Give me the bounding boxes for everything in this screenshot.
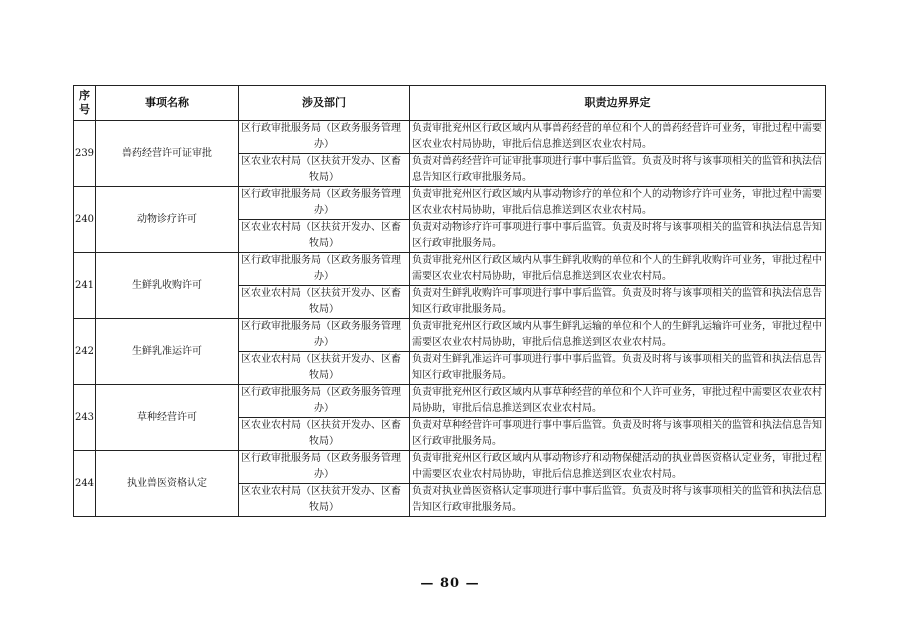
responsibility-cell: 负责对动物诊疗许可事项进行事中事后监管。负责及时将与该事项相关的监管和执法信息告知区行政审批服务局。: [410, 220, 826, 253]
item-name: 草种经营许可: [96, 385, 239, 451]
department-line: 牧局）: [309, 502, 339, 513]
row-number: 244: [74, 451, 96, 517]
department-cell: [239, 418, 410, 451]
header-item-name: 事项名称: [96, 86, 239, 121]
department-line: 区农业农村局（区扶贫开发办、区畜: [241, 156, 401, 167]
department-line: 区行政审批服务局（区政务服务管理: [241, 255, 401, 266]
table-header-row: [74, 86, 826, 121]
department-cell: [239, 286, 410, 319]
department-line: 区行政审批服务局（区政务服务管理: [241, 123, 401, 134]
department-cell: [239, 385, 410, 418]
responsibility-cell: 负责对生鲜乳收购许可事项进行事中事后监管。负责及时将与该事项相关的监管和执法信息告知区行政审批服务局。: [410, 286, 826, 319]
header-seq-line1: 序: [79, 89, 90, 102]
department-cell: [239, 451, 410, 484]
table-row: [74, 319, 826, 352]
item-name: 兽药经营许可证审批: [96, 121, 239, 187]
department-cell: [239, 220, 410, 253]
department-line: 牧局）: [309, 238, 339, 249]
responsibility-cell: 负责对执业兽医资格认定事项进行事中事后监管。负责及时将与该事项相关的监管和执法信息告知区行政审批服务局。: [410, 484, 826, 517]
row-number: 240: [74, 187, 96, 253]
responsibility-cell: 负责对生鲜乳准运许可事项进行事中事后监管。负责及时将与该事项相关的监管和执法信息告知区行政审批服务局。: [410, 352, 826, 385]
department-line: 办）: [314, 271, 334, 282]
department-line: 区农业农村局（区扶贫开发办、区畜: [241, 222, 401, 233]
department-line: 区农业农村局（区扶贫开发办、区畜: [241, 288, 401, 299]
row-number: 239: [74, 121, 96, 187]
page-number: — 80 —: [420, 576, 480, 591]
department-line: 区农业农村局（区扶贫开发办、区畜: [241, 486, 401, 497]
department-line: 办）: [314, 403, 334, 414]
table-row: [74, 187, 826, 220]
responsibility-cell: 负责对草种经营许可事项进行事中事后监管。负责及时将与该事项相关的监管和执法信息告知区行政审批服务局。: [410, 418, 826, 451]
department-line: 区农业农村局（区扶贫开发办、区畜: [241, 420, 401, 431]
department-cell: [239, 187, 410, 220]
department-cell: [239, 253, 410, 286]
department-line: 区农业农村局（区扶贫开发办、区畜: [241, 354, 401, 365]
header-seq-line2: 号: [79, 103, 90, 116]
department-line: 牧局）: [309, 370, 339, 381]
item-name: 生鲜乳收购许可: [96, 253, 239, 319]
header-responsibility: 职责边界界定: [410, 86, 826, 121]
table-body: [74, 121, 826, 517]
header-department: 涉及部门: [239, 86, 410, 121]
department-line: 办）: [314, 139, 334, 150]
responsibility-cell: 负责审批兖州区行政区域内从事动物诊疗和动物保健活动的执业兽医资格认定业务，审批过程中需要区农业农村局协助，审批后信息推送到区农业农村局。: [410, 451, 826, 484]
item-name: 执业兽医资格认定: [96, 451, 239, 517]
department-line: 办）: [314, 205, 334, 216]
department-cell: [239, 121, 410, 154]
department-cell: [239, 319, 410, 352]
table-row: [74, 121, 826, 154]
department-line: 牧局）: [309, 304, 339, 315]
item-name: 动物诊疗许可: [96, 187, 239, 253]
responsibility-cell: 负责审批兖州区行政区域内从事草种经营的单位和个人许可业务，审批过程中需要区农业农村局协助，审批后信息推送到区农业农村局。: [410, 385, 826, 418]
department-line: 牧局）: [309, 172, 339, 183]
responsibility-cell: 负责审批兖州区行政区域内从事动物诊疗的单位和个人的动物诊疗许可业务，审批过程中需要区农业农村局协助，审批后信息推送到区农业农村局。: [410, 187, 826, 220]
department-line: 办）: [314, 469, 334, 480]
responsibility-cell: 负责审批兖州区行政区域内从事生鲜乳收购的单位和个人的生鲜乳收购许可业务，审批过程中需要区农业农村局协助，审批后信息推送到区农业农村局。: [410, 253, 826, 286]
department-line: 办）: [314, 337, 334, 348]
responsibility-cell: 负责对兽药经营许可证审批事项进行事中事后监管。负责及时将与该事项相关的监管和执法信息告知区行政审批服务局。: [410, 154, 826, 187]
row-number: 243: [74, 385, 96, 451]
department-line: 区行政审批服务局（区政务服务管理: [241, 321, 401, 332]
department-cell: [239, 352, 410, 385]
item-name: 生鲜乳准运许可: [96, 319, 239, 385]
department-cell: [239, 484, 410, 517]
department-line: 区行政审批服务局（区政务服务管理: [241, 387, 401, 398]
table-row: [74, 385, 826, 418]
department-line: 区行政审批服务局（区政务服务管理: [241, 189, 401, 200]
table-row: [74, 253, 826, 286]
department-line: 区行政审批服务局（区政务服务管理: [241, 453, 401, 464]
responsibility-cell: 负责审批兖州区行政区域内从事生鲜乳运输的单位和个人的生鲜乳运输许可业务，审批过程中需要区农业农村局协助，审批后信息推送到区农业农村局。: [410, 319, 826, 352]
responsibility-table: [73, 85, 826, 517]
department-line: 牧局）: [309, 436, 339, 447]
table-row: [74, 451, 826, 484]
row-number: 241: [74, 253, 96, 319]
department-cell: [239, 154, 410, 187]
header-seq: [74, 86, 96, 121]
responsibility-cell: 负责审批兖州区行政区域内从事兽药经营的单位和个人的兽药经营许可业务，审批过程中需要区农业农村局协助，审批后信息推送到区农业农村局。: [410, 121, 826, 154]
row-number: 242: [74, 319, 96, 385]
